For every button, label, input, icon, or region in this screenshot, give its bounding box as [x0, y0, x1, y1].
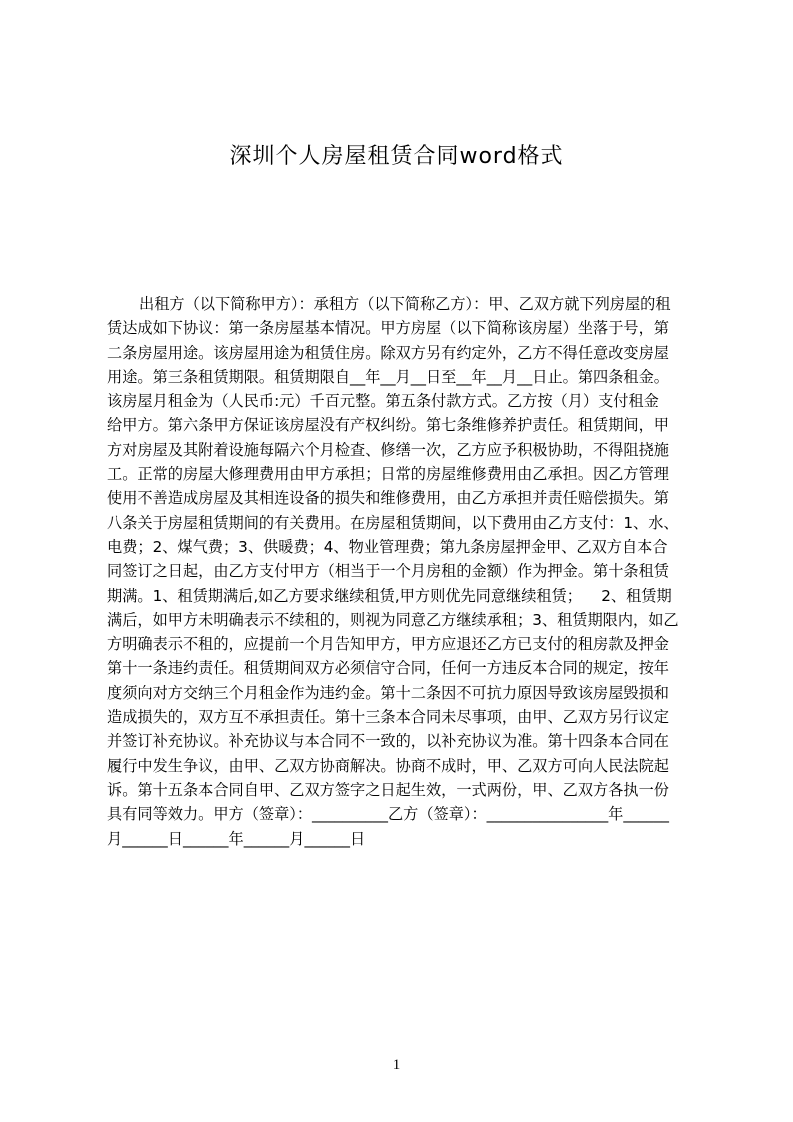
signature-line: 具有同等效力。甲方（签章）：__________乙方（签章）：________________年______	[107, 805, 669, 824]
contract-body	[107, 292, 707, 851]
body-line: 期满。1、租赁期满后,如乙方要求继续租赁,甲方则优先同意继续租赁； 2、租赁期	[107, 586, 672, 605]
document-title: 深圳个人房屋租赁合同word格式	[229, 144, 564, 169]
body-line: 给甲方。第六条甲方保证该房屋没有产权纠纷。第七条维修养护责任。租赁期间，甲	[107, 416, 669, 435]
body-line: 满后，如甲方未明确表示不续租的，则视为同意乙方继续承租；3、租赁期限内，如乙	[107, 610, 679, 629]
body-line: 使用不善造成房屋及其相连设备的损失和维修费用，由乙方承担并责任赔偿损失。第	[107, 489, 669, 508]
page-number: 1	[392, 1057, 401, 1073]
body-line: 造成损失的，双方互不承担责任。第十三条本合同未尽事项，由甲、乙双方另行议定	[107, 708, 669, 727]
body-line: 度须向对方交纳三个月租金作为违约金。第十二条因不可抗力原因导致该房屋毁损和	[107, 683, 669, 702]
body-line: 方明确表示不租的，应提前一个月告知甲方，甲方应退还乙方已支付的租房款及押金	[107, 635, 669, 654]
body-line: 该房屋月租金为（人民币:元）千百元整。第五条付款方式。乙方按（月）支付租金	[107, 392, 659, 411]
body-line: 方对房屋及其附着设施每隔六个月检查、修缮一次，乙方应予积极协助，不得阻挠施	[107, 440, 669, 459]
body-line: 用途。第三条租赁期限。租赁期限自__年__月__日至__年__月__日止。第四条租金。	[107, 367, 669, 386]
body-line: 同签订之日起，由乙方支付甲方（相当于一个月房租的金额）作为押金。第十条租赁	[107, 562, 669, 581]
body-line: 工。正常的房屋大修理费用由甲方承担；日常的房屋维修费用由乙承担。因乙方管理	[107, 465, 669, 484]
body-line: 赁达成如下协议：第一条房屋基本情况。甲方房屋（以下简称该房屋）坐落于号，第	[107, 319, 669, 338]
body-line: 第十一条违约责任。租赁期间双方必须信守合同，任何一方违反本合同的规定，按年	[107, 659, 669, 678]
date-line: 月______日______年______月______日	[107, 829, 366, 848]
body-line: 履行中发生争议，由甲、乙双方协商解决。协商不成时，甲、乙双方可向人民法院起	[107, 756, 669, 775]
body-line: 出租方（以下简称甲方）：承租方（以下简称乙方）：甲、乙双方就下列房屋的租	[139, 295, 671, 313]
body-line: 电费；2、煤气费；3、供暖费；4、物业管理费；第九条房屋押金甲、乙双方自本合	[107, 537, 668, 556]
body-line: 二条房屋用途。该房屋用途为租赁住房。除双方另有约定外，乙方不得任意改变房屋	[107, 343, 669, 362]
body-line: 并签订补充协议。补充协议与本合同不一致的，以补充协议为准。第十四条本合同在	[107, 732, 669, 751]
body-line: 八条关于房屋租赁期间的有关费用。在房屋租赁期间，以下费用由乙方支付：1、水、	[107, 513, 679, 532]
body-line: 诉。第十五条本合同自甲、乙双方签字之日起生效，一式两份，甲、乙双方各执一份	[107, 780, 669, 799]
